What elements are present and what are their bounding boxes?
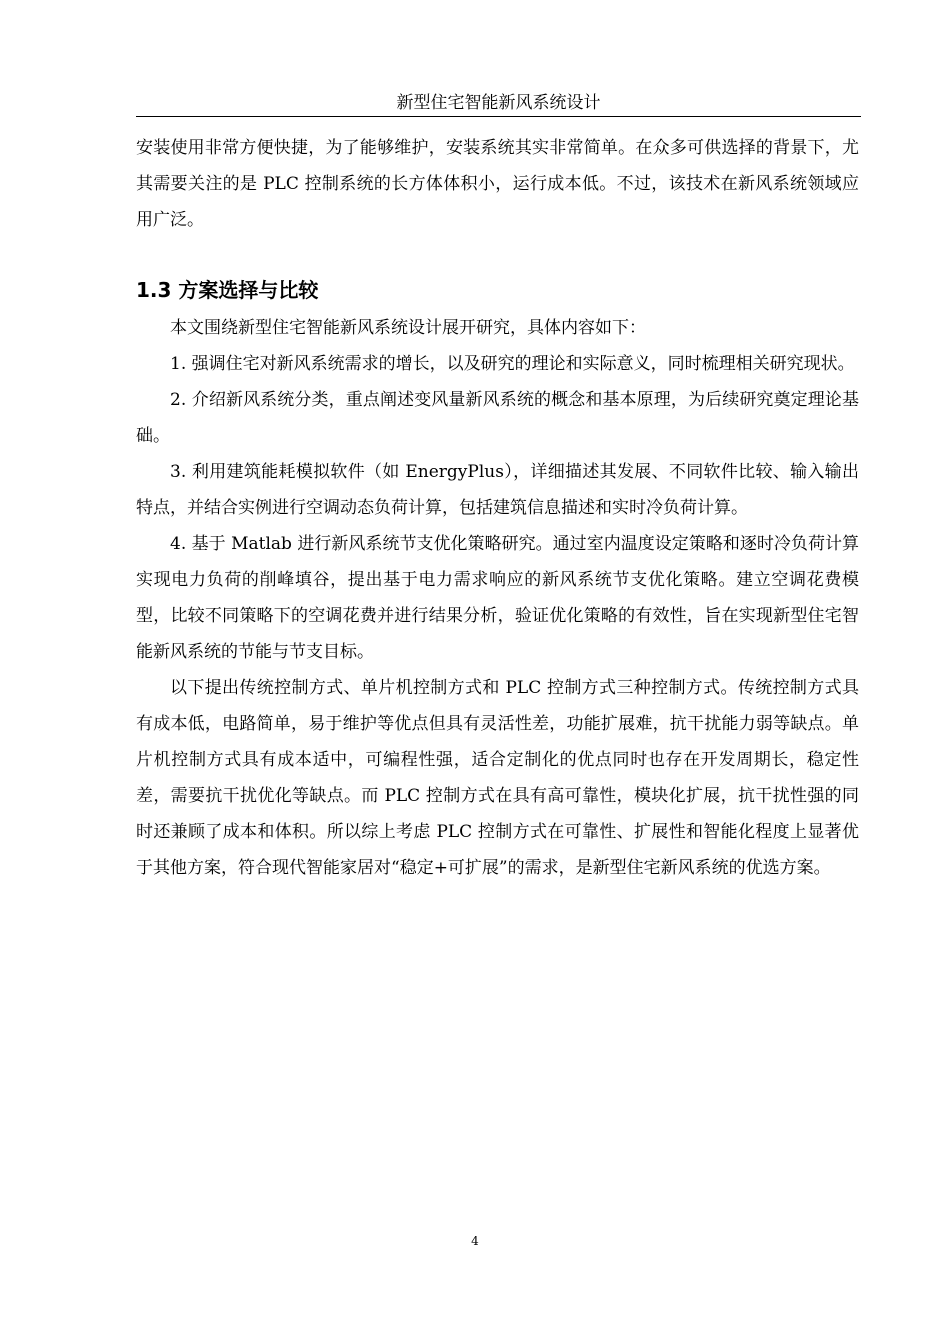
intro-paragraph: 安装使用非常方便快捷，为了能够维护，安装系统其实非常简单。在众多可供选择的背景下，尤其需要关注的是 PLC 控制系统的长方体体积小，运行成本低。不过，该技术在新风系统领域应用广泛。 [136,138,859,230]
page-number: 4 [471,1234,479,1248]
section-lead-paragraph: 本文围绕新型住宅智能新风系统设计展开研究，具体内容如下： [170,318,646,338]
list-item-4: 4. 基于 Matlab 进行新风系统节支优化策略研究。通过室内温度设定策略和逐时冷负荷计算实现电力负荷的削峰填谷，提出基于电力需求响应的新风系统节支优化策略。建立空调花费模型，比较不同策略下的空调花费并进行结果分析，验证优化策略的有效性，旨在实现新型住宅智能新风系统的节能与节支目标。 [136,534,859,662]
running-header [136,90,861,117]
list-item-1: 1. 强调住宅对新风系统需求的增长，以及研究的理论和实际意义，同时梳理相关研究现状。 [170,354,855,374]
section-heading: 1.3 方案选择与比较 [136,278,319,302]
page-body [136,130,859,886]
comparison-paragraph: 以下提出传统控制方式、单片机控制方式和 PLC 控制方式三种控制方式。传统控制方式具有成本低，电路简单，易于维护等优点但具有灵活性差，功能扩展难，抗干扰能力弱等缺点。单片机控制方式具有成本适中，可编程性强，适合定制化的优点同时也存在开发周期长，稳定性差，需要抗干扰优化等缺点。而 PLC 控制方式在具有高可靠性，模块化扩展，抗干扰性强的同时还兼顾了成本和体积。所以综上考虑 PLC 控制方式在可靠性、扩展性和智能化程度上显著优于其他方案，符合现代智能家居对“稳定+可扩展”的需求，是新型住宅新风系统的优选方案。 [136,678,859,878]
list-item-3: 3. 利用建筑能耗模拟软件（如 EnergyPlus），详细描述其发展、不同软件比较、输入输出特点，并结合实例进行空调动态负荷计算，包括建筑信息描述和实时冷负荷计算。 [136,462,859,518]
running-header-title: 新型住宅智能新风系统设计 [396,93,601,113]
list-item-2: 2. 介绍新风系统分类，重点阐述变风量新风系统的概念和基本原理，为后续研究奠定理论基础。 [136,390,859,446]
